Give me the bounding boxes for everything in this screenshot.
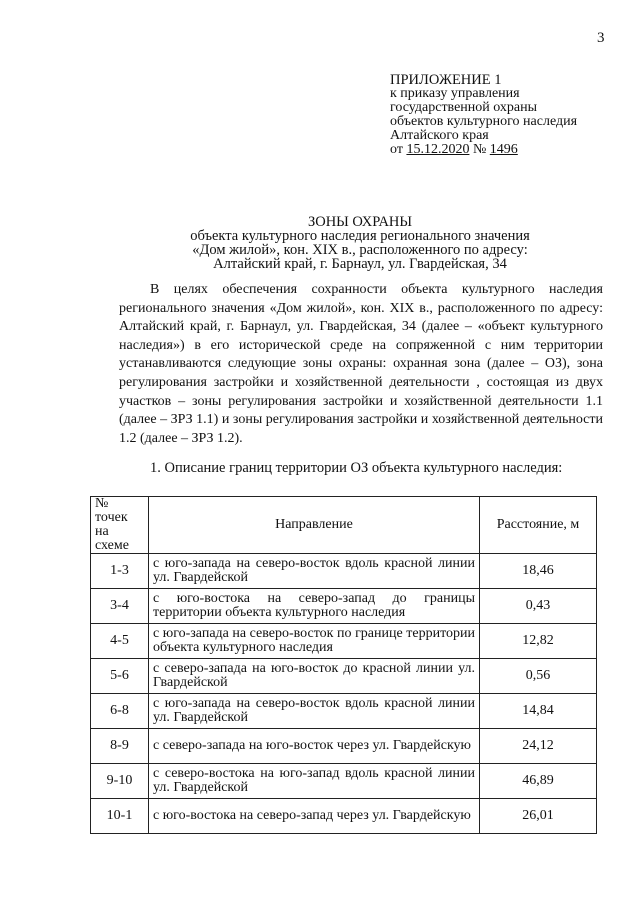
appendix-line: объектов культурного наследия <box>390 114 578 129</box>
order-date: 15.12.2020 <box>406 142 470 157</box>
main-paragraph: В целях обеспечения сохранности объекта культурного наследия регионального значения «Дом жилой», кон. XIX в., расположенного по адресу: Алтайский край, г. Барнаул, ул. Гвардейская, 34 (далее – «объект культурного наследия») в его исторической среде на сопряженной с ним территории устанавливаются следующие зоны охраны: охранная зона (далее – ОЗ), зона регулирования застройки и хозяйственной деятельности , состоящая из двух участков – зоны регулирования застройки и хозяйственной деятельности 1.1 (далее – ЗРЗ 1.1) и зоны регулирования застройки и хозяйственной деятельности 1.2 (далее – ЗРЗ 1.2). <box>119 282 603 446</box>
cell-distance: 24,12 <box>480 729 597 764</box>
appendix-line: к приказу управления <box>390 86 520 101</box>
header-distance: Расстояние, м <box>480 497 597 554</box>
page-number: 3 <box>597 30 605 46</box>
cell-distance: 0,56 <box>480 659 597 694</box>
cell-points: 8-9 <box>91 729 149 764</box>
appendix-order-line <box>390 143 630 157</box>
cell-direction: с юго-запада на северо-восток вдоль красной линии ул. Гвардейской <box>149 694 480 729</box>
cell-distance: 26,01 <box>480 799 597 834</box>
document-subtitle-line: объекта культурного наследия регионального значения <box>190 228 530 244</box>
cell-points: 9-10 <box>91 764 149 799</box>
cell-direction: с юго-запада на северо-восток вдоль красной линии ул. Гвардейской <box>149 554 480 589</box>
cell-direction: с северо-востока на юго-запад вдоль красной линии ул. Гвардейской <box>149 764 480 799</box>
header-direction: Направление <box>149 497 480 554</box>
table-row <box>91 659 597 694</box>
cell-distance: 46,89 <box>480 764 597 799</box>
table-row <box>91 554 597 589</box>
table-header-row <box>91 497 597 554</box>
document-subtitle-line: Алтайский край, г. Барнаул, ул. Гвардейская, 34 <box>213 256 507 272</box>
cell-direction: с юго-востока на северо-запад до границы территории объекта культурного наследия <box>149 589 480 624</box>
cell-distance: 14,84 <box>480 694 597 729</box>
cell-distance: 18,46 <box>480 554 597 589</box>
appendix-line: государственной охраны <box>390 100 538 115</box>
appendix-title: ПРИЛОЖЕНИЕ 1 <box>390 72 502 88</box>
table-row <box>91 764 597 799</box>
cell-points: 4-5 <box>91 624 149 659</box>
cell-direction: с северо-запада на юго-восток через ул. Гвардейскую <box>149 729 480 764</box>
table-row <box>91 729 597 764</box>
document-title-block <box>90 215 630 271</box>
cell-points: 10-1 <box>91 799 149 834</box>
appendix-line: Алтайского края <box>390 128 489 143</box>
cell-points: 5-6 <box>91 659 149 694</box>
cell-direction: с северо-запада на юго-восток до красной линии ул. Гвардейской <box>149 659 480 694</box>
cell-direction: с юго-востока на северо-запад через ул. Гвардейскую <box>149 799 480 834</box>
cell-distance: 12,82 <box>480 624 597 659</box>
cell-points: 6-8 <box>91 694 149 729</box>
cell-direction: с юго-запада на северо-восток по границе территории объекта культурного наследия <box>149 624 480 659</box>
table-row <box>91 694 597 729</box>
boundary-table <box>90 496 597 834</box>
header-points: № точек на схеме <box>91 497 149 554</box>
document-subtitle-line: «Дом жилой», кон. XIX в., расположенного по адресу: <box>192 242 528 258</box>
order-number-label: № <box>469 142 490 157</box>
table-row <box>91 624 597 659</box>
order-prefix: от <box>390 142 407 157</box>
table-row <box>91 589 597 624</box>
cell-distance: 0,43 <box>480 589 597 624</box>
table-row <box>91 799 597 834</box>
document-title: ЗОНЫ ОХРАНЫ <box>307 214 413 230</box>
section-heading: 1. Описание границ территории ОЗ объекта культурного наследия: <box>150 460 563 476</box>
order-number: 1496 <box>489 142 518 157</box>
cell-points: 3-4 <box>91 589 149 624</box>
cell-points: 1-3 <box>91 554 149 589</box>
appendix-block <box>390 73 630 157</box>
